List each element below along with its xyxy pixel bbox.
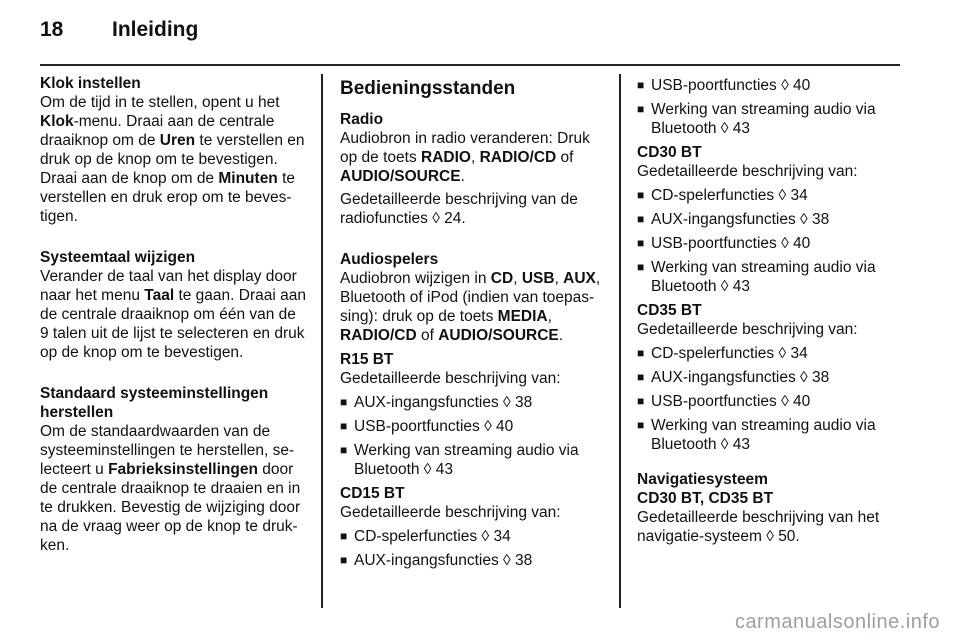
paragraph-audiospelers: Audiobron wijzigen in CD, USB, AUX, Bluetooth of iPod (indien van toepas-sing): druk op de toets MEDIA, RADIO/CD of AUDIO/SOURCE. <box>340 270 601 344</box>
column-2 <box>340 74 606 575</box>
list-cd15bt <box>340 527 606 570</box>
section-heading-taal: Systeemtaal wijzigen <box>40 249 196 266</box>
column-divider <box>321 74 323 608</box>
section-heading-navigatiesysteem: Navigatiesysteem <box>637 471 768 488</box>
header-divider <box>40 64 900 66</box>
list-cd30bt <box>637 186 907 296</box>
column-divider <box>619 74 621 608</box>
list-item: ■ Werking van streaming audio via Bluetooth ◊ 43 <box>340 441 606 479</box>
paragraph-radio: Audiobron in radio veranderen: Druk op de toets RADIO, RADIO/CD of AUDIO/SOURCE. <box>340 130 590 185</box>
list-item: ■ AUX-ingangsfuncties ◊ 38 <box>340 551 606 570</box>
column-3 <box>637 74 907 546</box>
list-item: ■ Werking van streaming audio via Bluetooth ◊ 43 <box>637 100 907 138</box>
watermark-text: carmanualsonline.info <box>734 611 940 633</box>
section-subheading-navigatie: CD30 BT, CD35 BT <box>637 490 774 507</box>
list-item: ■ Werking van streaming audio via Bluetooth ◊ 43 <box>637 258 907 296</box>
list-r15bt <box>340 393 606 479</box>
list-item: ■ USB-poortfuncties ◊ 40 <box>340 417 606 436</box>
page-number: 18 <box>40 18 64 41</box>
list-item: ■ CD-spelerfuncties ◊ 34 <box>637 344 907 363</box>
section-title-bedieningsstanden: Bedieningsstanden <box>340 78 516 99</box>
column-1 <box>40 74 306 555</box>
list-item: ■ CD-spelerfuncties ◊ 34 <box>637 186 907 205</box>
section-heading-cd15bt: CD15 BT <box>340 485 405 502</box>
page-title: Inleiding <box>112 18 199 41</box>
list-cd15bt-continued <box>637 76 907 138</box>
list-item: ■ AUX-ingangsfuncties ◊ 38 <box>340 393 606 412</box>
paragraph-cd35bt-intro: Gedetailleerde beschrijving van: <box>637 321 858 338</box>
section-heading-r15bt: R15 BT <box>340 351 394 368</box>
list-item: ■ Werking van streaming audio via Bluetooth ◊ 43 <box>637 416 907 454</box>
section-heading-cd35bt: CD35 BT <box>637 302 702 319</box>
paragraph-standaard: Om de standaardwaarden van de systeeminstellingen te herstellen, se-lecteert u Fabrieksinstellingen door de centrale draaiknop te draaien en in te drukken. Bevestig de wijziging door na de vraag weer op de knop te druk-ken. <box>40 423 301 554</box>
section-heading-cd30bt: CD30 BT <box>637 144 702 161</box>
list-item: ■ USB-poortfuncties ◊ 40 <box>637 76 907 95</box>
paragraph-taal: Verander de taal van het display door naar het menu Taal te gaan. Draai aan de centrale draaiknop om één van de 9 talen uit de lijst te selecteren en druk op de knop om te bevestigen. <box>40 268 306 361</box>
list-item: ■ AUX-ingangsfuncties ◊ 38 <box>637 368 907 387</box>
paragraph-cd15bt-intro: Gedetailleerde beschrijving van: <box>340 504 561 521</box>
paragraph-klok: Om de tijd in te stellen, opent u het Klok-menu. Draai aan de centrale draaiknop om de Uren te verstellen en druk op de knop om te bevestigen. Draai aan de knop om de Minuten te verstellen en druk erop om te beves-tigen. <box>40 94 305 225</box>
list-item: ■ USB-poortfuncties ◊ 40 <box>637 234 907 253</box>
section-heading-standaard: Standaard systeeminstellingen herstellen <box>40 385 269 421</box>
page-header <box>40 18 198 42</box>
list-item: ■ USB-poortfuncties ◊ 40 <box>637 392 907 411</box>
section-heading-radio: Radio <box>340 111 384 128</box>
list-item: ■ AUX-ingangsfuncties ◊ 38 <box>637 210 907 229</box>
paragraph-cd30bt-intro: Gedetailleerde beschrijving van: <box>637 163 858 180</box>
paragraph-navigatie: Gedetailleerde beschrijving van het navigatie-systeem ◊ 50. <box>637 509 880 545</box>
section-heading-klok: Klok instellen <box>40 75 141 92</box>
paragraph-radio-detail: Gedetailleerde beschrijving van de radiofuncties ◊ 24. <box>340 191 578 227</box>
list-cd35bt <box>637 344 907 454</box>
paragraph-r15bt-intro: Gedetailleerde beschrijving van: <box>340 370 561 387</box>
section-heading-audiospelers: Audiospelers <box>340 251 439 268</box>
list-item: ■ CD-spelerfuncties ◊ 34 <box>340 527 606 546</box>
